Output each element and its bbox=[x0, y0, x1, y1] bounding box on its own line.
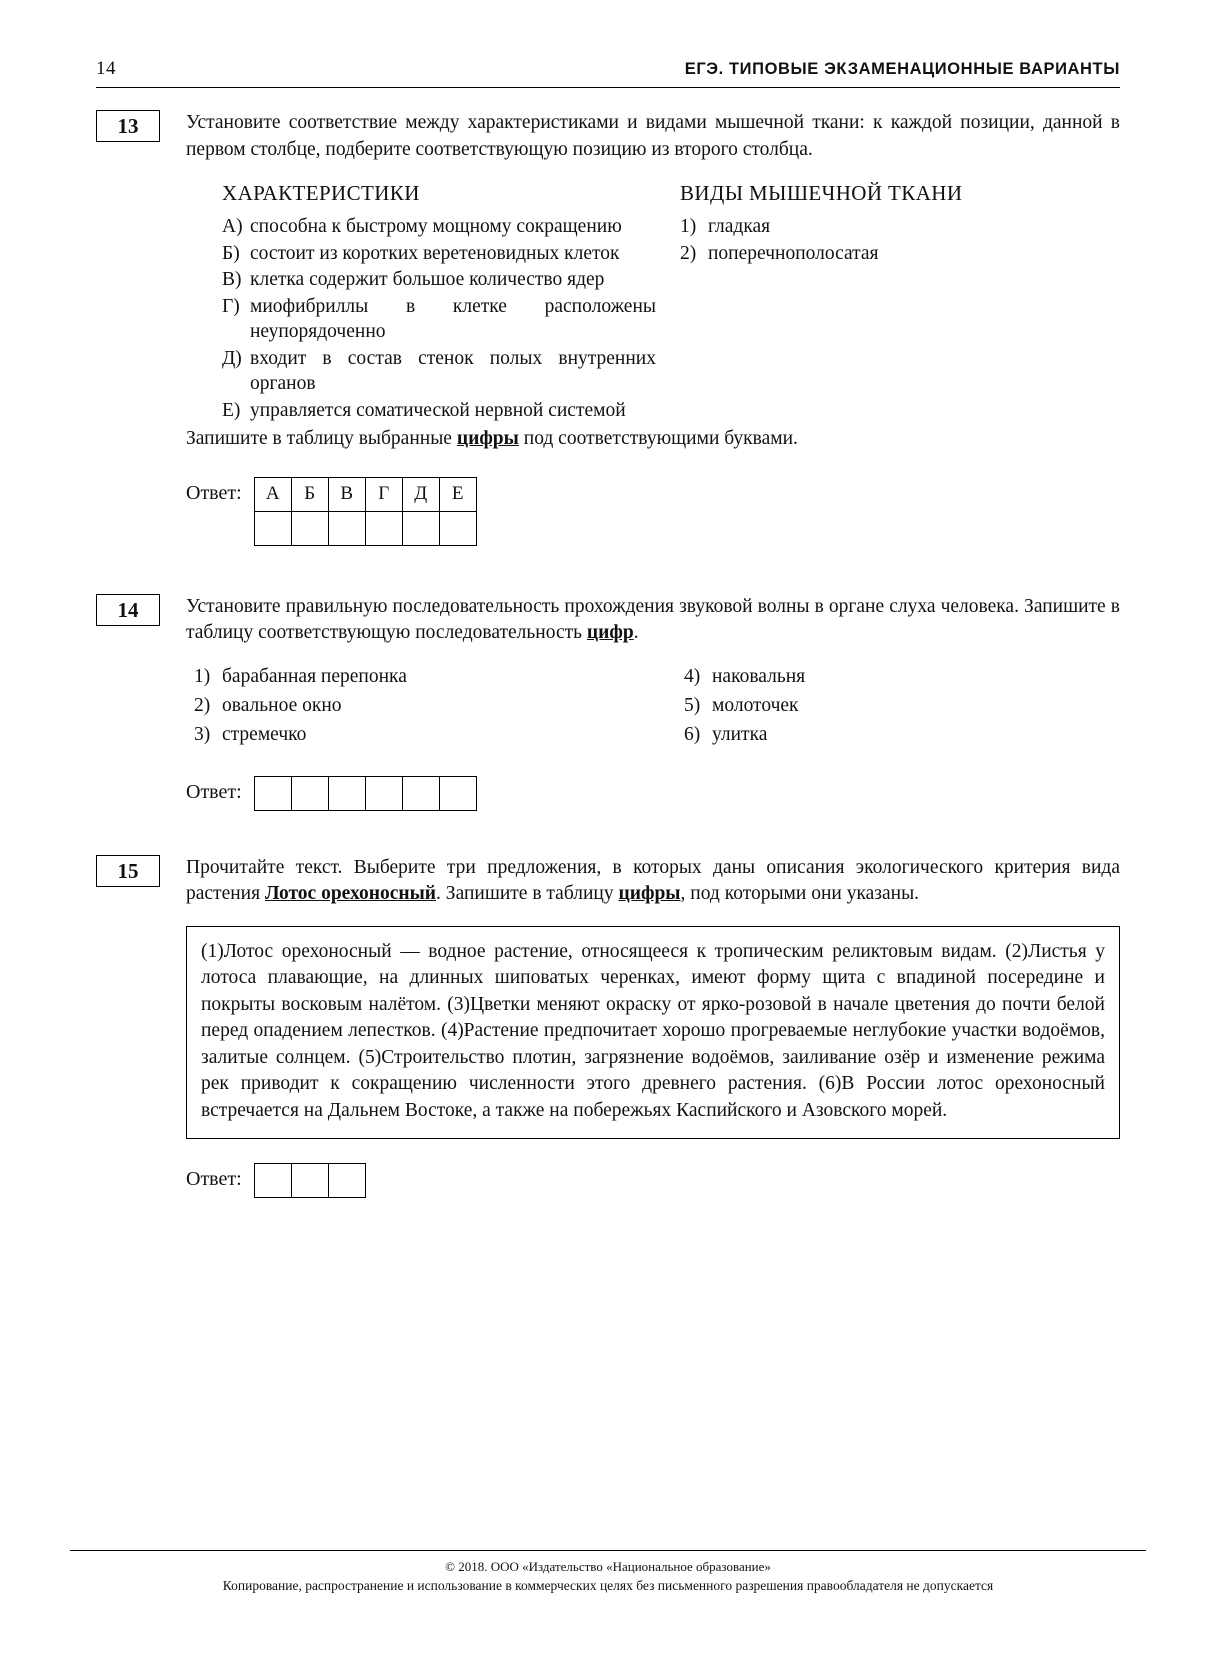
item-text: овальное окно bbox=[222, 694, 342, 716]
item-text: барабанная перепонка bbox=[222, 665, 407, 687]
page-number: 14 bbox=[96, 58, 116, 79]
answer-input-cell[interactable] bbox=[291, 1164, 328, 1198]
task-14 bbox=[96, 594, 1120, 811]
answer-input-cell[interactable] bbox=[328, 776, 365, 810]
list-item bbox=[684, 723, 1120, 748]
item-marker: В) bbox=[222, 269, 242, 291]
table-row bbox=[254, 776, 476, 810]
task-15-prompt bbox=[186, 855, 1120, 908]
item-text: состоит из коротких веретеновидных клеток bbox=[250, 242, 620, 264]
page-header bbox=[96, 58, 1120, 80]
task-13-number: 13 bbox=[96, 110, 160, 142]
item-text: поперечнополосатая bbox=[708, 242, 879, 264]
task-14-answer-row bbox=[186, 776, 1120, 811]
list-item bbox=[222, 242, 656, 267]
answer-header-cell: А bbox=[254, 477, 291, 511]
answer-label: Ответ: bbox=[186, 1168, 242, 1191]
task-14-body bbox=[186, 594, 1120, 811]
item-marker: 1) bbox=[194, 665, 211, 687]
answer-header-cell: Е bbox=[439, 477, 476, 511]
item-marker: 2) bbox=[194, 694, 211, 716]
item-text: наковальня bbox=[712, 665, 806, 687]
answer-input-cell[interactable] bbox=[365, 511, 402, 545]
item-marker: 3) bbox=[194, 723, 211, 745]
item-marker: 6) bbox=[684, 723, 701, 745]
answer-header-cell: Б bbox=[291, 477, 328, 511]
note-part-1: Запишите в таблицу выбранные bbox=[186, 428, 457, 450]
task-13-left-title: ХАРАКТЕРИСТИКИ bbox=[222, 181, 420, 206]
table-row bbox=[254, 477, 476, 511]
answer-input-cell[interactable] bbox=[254, 1164, 291, 1198]
note-part-2: под соответствующими буквами. bbox=[518, 428, 798, 450]
task-13 bbox=[96, 110, 1120, 546]
list-item bbox=[684, 694, 1120, 719]
item-text: улитка bbox=[712, 723, 768, 745]
list-item bbox=[222, 268, 656, 293]
item-text: входит в состав стенок полых внутренних органов bbox=[250, 348, 656, 395]
task-13-body bbox=[186, 110, 1120, 546]
answer-input-cell[interactable] bbox=[291, 776, 328, 810]
item-text: управляется соматической нервной системой bbox=[250, 400, 626, 422]
answer-input-cell[interactable] bbox=[328, 511, 365, 545]
item-marker: 2) bbox=[680, 242, 697, 264]
list-item bbox=[194, 665, 664, 690]
task-13-answer-table[interactable] bbox=[254, 477, 477, 546]
footer-divider bbox=[70, 1550, 1146, 1551]
task-14-prompt bbox=[186, 594, 1120, 647]
prompt-part-2: . Запишите в таблицу bbox=[436, 883, 619, 905]
answer-input-cell[interactable] bbox=[254, 776, 291, 810]
answer-header-cell: Д bbox=[402, 477, 439, 511]
answer-input-cell[interactable] bbox=[254, 511, 291, 545]
list-item bbox=[194, 723, 664, 748]
item-text: способна к быстрому мощному сокращению bbox=[250, 215, 622, 237]
task-15-body bbox=[186, 855, 1120, 1199]
item-text: миофибриллы в клетке расположены неупорядоченно bbox=[250, 296, 656, 343]
task-13-right-title: ВИДЫ МЫШЕЧНОЙ ТКАНИ bbox=[680, 181, 963, 206]
item-text: гладкая bbox=[708, 215, 771, 237]
answer-input-cell[interactable] bbox=[402, 776, 439, 810]
prompt-part-1: Прочитайте текст. Выберите три предложения, в которых даны описания экологического критерия вида растения bbox=[186, 856, 1120, 905]
usage-restriction-line: Копирование, распространение и использование в коммерческих целях без письменного разрешения правообладателя не допускается bbox=[222, 1578, 994, 1593]
task-13-left-column bbox=[186, 179, 656, 426]
prompt-bold-species: Лотос орехоносный bbox=[264, 883, 437, 905]
item-marker: Д) bbox=[222, 348, 242, 370]
item-text: стремечко bbox=[222, 723, 307, 745]
page-footer bbox=[70, 1542, 1146, 1594]
answer-input-cell[interactable] bbox=[439, 511, 476, 545]
answer-input-cell[interactable] bbox=[291, 511, 328, 545]
task-14-number: 14 bbox=[96, 594, 160, 626]
task-13-columns bbox=[186, 179, 1120, 426]
prompt-bold-digits: цифры bbox=[618, 883, 681, 905]
item-marker: Б) bbox=[222, 242, 240, 264]
item-text: клетка содержит большое количество ядер bbox=[250, 269, 605, 291]
answer-input-cell[interactable] bbox=[365, 776, 402, 810]
header-title: ЕГЭ. ТИПОВЫЕ ЭКЗАМЕНАЦИОННЫЕ ВАРИАНТЫ bbox=[684, 60, 1120, 78]
answer-input-cell[interactable] bbox=[328, 1164, 365, 1198]
item-marker: А) bbox=[222, 215, 243, 237]
task-15 bbox=[96, 855, 1120, 1199]
item-marker: 1) bbox=[680, 215, 697, 237]
answer-label: Ответ: bbox=[186, 481, 242, 504]
task-14-options bbox=[194, 665, 1120, 752]
prompt-part-3: , под которыми они указаны. bbox=[680, 883, 920, 905]
list-item bbox=[222, 347, 656, 397]
list-item bbox=[680, 215, 1120, 240]
prompt-part-2: . bbox=[633, 622, 639, 644]
list-item bbox=[194, 694, 664, 719]
task-14-answer-table[interactable] bbox=[254, 776, 477, 811]
copyright-line: © 2018. ООО «Издательство «Национальное образование» bbox=[445, 1559, 771, 1574]
task-13-answer-row bbox=[186, 477, 1120, 546]
item-text: молоточек bbox=[712, 694, 799, 716]
list-item bbox=[680, 242, 1120, 267]
table-row bbox=[254, 1164, 365, 1198]
item-marker: 4) bbox=[684, 665, 701, 687]
task-13-note bbox=[186, 426, 1120, 453]
answer-input-cell[interactable] bbox=[402, 511, 439, 545]
note-bold: цифры bbox=[456, 428, 519, 450]
answer-input-cell[interactable] bbox=[439, 776, 476, 810]
header-divider bbox=[96, 87, 1120, 88]
answer-label: Ответ: bbox=[186, 780, 242, 803]
prompt-part-1: Установите правильную последовательность прохождения звуковой волны в органе слуха человека. Запишите в таблицу соответствующую последовательность bbox=[186, 595, 1120, 644]
item-marker: Е) bbox=[222, 400, 241, 422]
task-13-right-column bbox=[656, 179, 1120, 426]
task-15-text: (1)Лотос орехоносный — водное растение, относящееся к тропическим реликтовым видам. (2)Листья у лотоса плавающие, на длинных шиповатых черенках, имеют форму щита с впадиной посередине и покрыты восковым налётом. (3)Цветки меняют окраску от ярко-розовой в начале цветения до почти белой перед опадением лепестков. (4)Растение предпочитает хорошо прогреваемые неглубокие участки водоёмов, залитые солнцем. (5)Строительство плотин, загрязнение водоёмов, заиливание озёр и изменение режима рек приводит к сокращению численности этого древнего растения. (6)В России лотос орехоносный встречается на Дальнем Востоке, а также на побережьях Каспийского и Азовского морей. bbox=[201, 940, 1105, 1121]
answer-header-cell: Г bbox=[365, 477, 402, 511]
task-15-number: 15 bbox=[96, 855, 160, 887]
item-marker: Г) bbox=[222, 296, 240, 318]
task-15-text-box bbox=[186, 926, 1120, 1140]
list-item bbox=[222, 215, 656, 240]
table-row bbox=[254, 511, 476, 545]
list-item bbox=[222, 295, 656, 345]
list-item bbox=[684, 665, 1120, 690]
task-14-left-column bbox=[194, 665, 664, 752]
item-marker: 5) bbox=[684, 694, 701, 716]
list-item bbox=[222, 399, 656, 424]
task-15-answer-row bbox=[186, 1163, 1120, 1198]
task-13-prompt: Установите соответствие между характеристиками и видами мышечной ткани: к каждой позиции, данной в первом столбце, подберите соответствующую позицию из второго столбца. bbox=[186, 112, 1120, 160]
task-14-right-column bbox=[664, 665, 1120, 752]
prompt-bold: цифр bbox=[586, 622, 634, 644]
answer-header-cell: В bbox=[328, 477, 365, 511]
task-15-answer-table[interactable] bbox=[254, 1163, 366, 1198]
